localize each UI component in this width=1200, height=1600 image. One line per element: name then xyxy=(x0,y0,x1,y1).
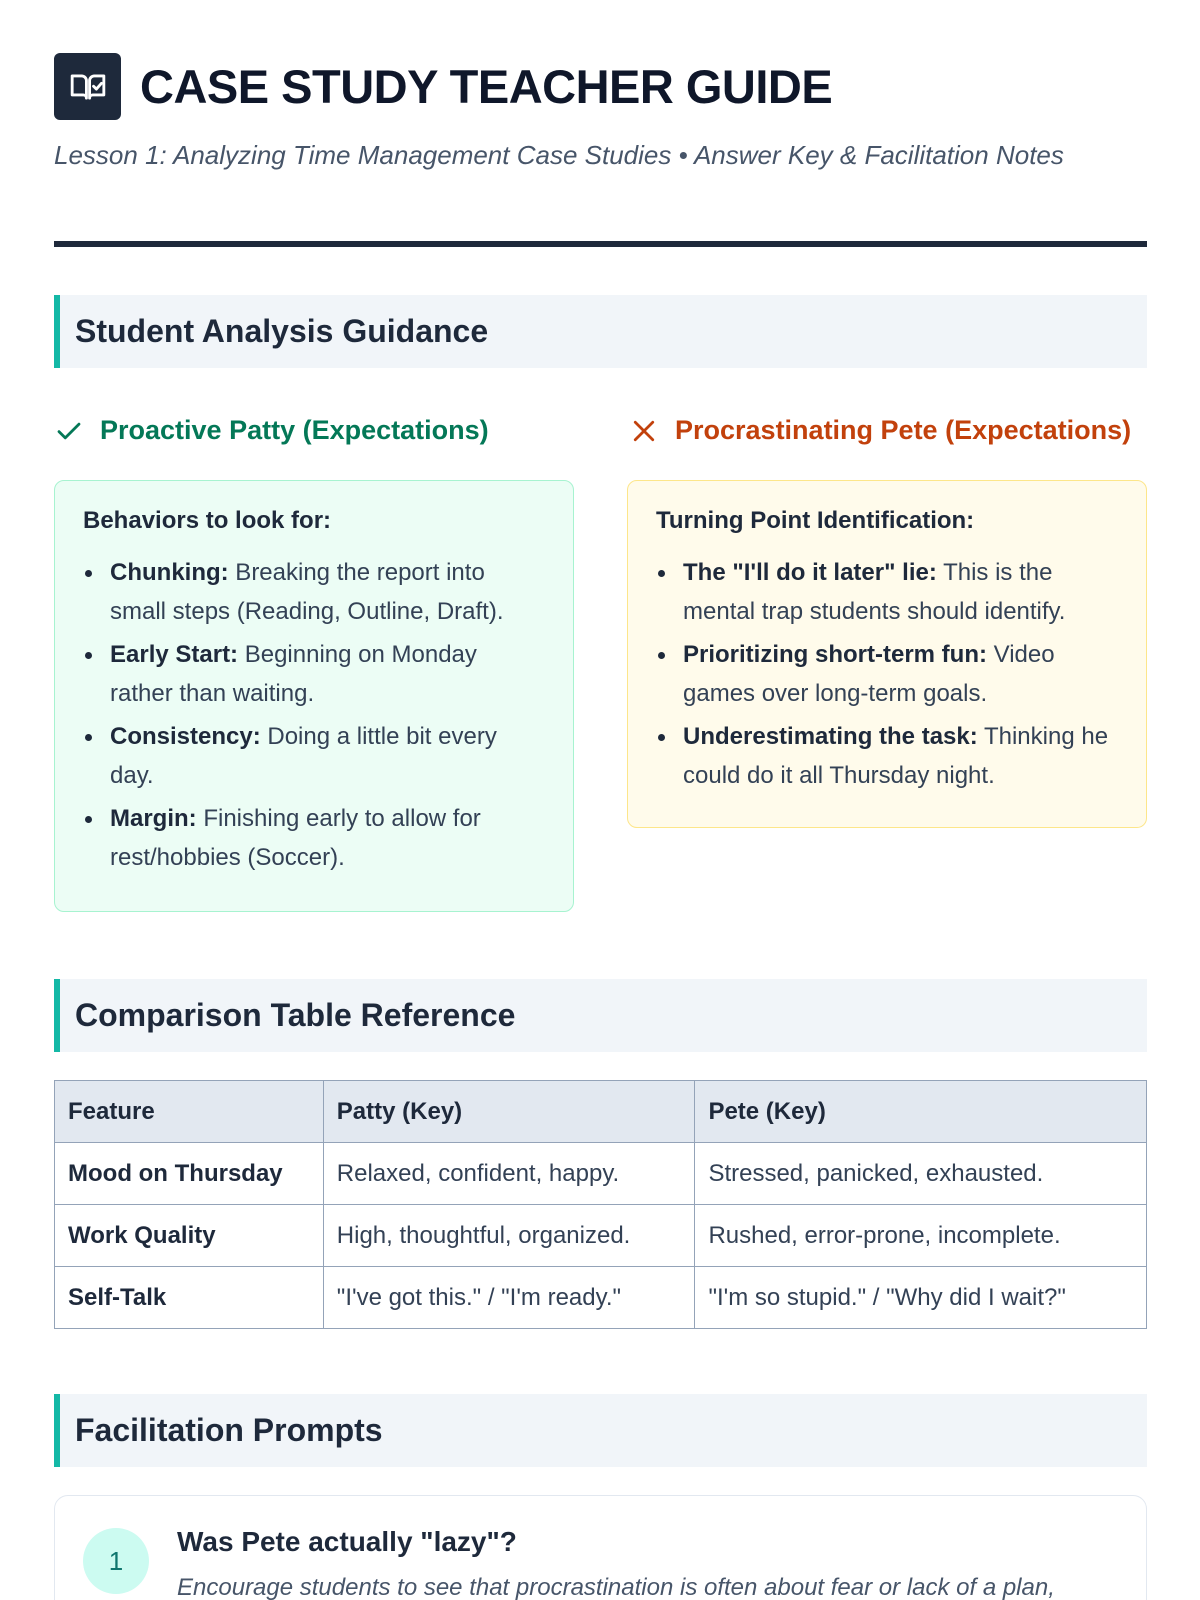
page-subtitle: Lesson 1: Analyzing Time Management Case Studies • Answer Key & Facilitation Notes xyxy=(54,140,1064,170)
pete-title-text: Procrastinating Pete (Expectations) xyxy=(675,415,1132,445)
item-term: Margin: xyxy=(110,805,197,832)
column-header: Feature xyxy=(55,1081,324,1143)
patty-expectations-box xyxy=(54,480,574,912)
page-title: CASE STUDY TEACHER GUIDE xyxy=(140,60,833,113)
list-item xyxy=(656,553,1118,631)
patty-cell: High, thoughtful, organized. xyxy=(323,1205,695,1267)
item-text: Doing a little bit every day. xyxy=(110,723,497,789)
list-item xyxy=(83,717,545,795)
table-row xyxy=(55,1205,1147,1267)
book-check-icon xyxy=(54,53,121,120)
column-header: Patty (Key) xyxy=(323,1081,695,1143)
prompt-note: Encourage students to see that procrastination is often about fear or lack of a plan, xyxy=(177,1574,1055,1600)
pete-cell: Rushed, error-prone, incomplete. xyxy=(695,1205,1147,1267)
item-term: Early Start: xyxy=(110,641,239,668)
item-term: Chunking: xyxy=(110,559,229,586)
patty-behavior-list xyxy=(83,553,545,877)
comparison-table xyxy=(54,1080,1147,1329)
section-header-analysis xyxy=(54,295,1147,368)
list-item xyxy=(83,635,545,713)
pete-expectations-box xyxy=(627,480,1147,828)
patty-column-title xyxy=(54,415,489,446)
table-row xyxy=(55,1143,1147,1205)
item-text: Breaking the report into small steps (Reading, Outline, Draft). xyxy=(110,559,504,625)
column-header: Pete (Key) xyxy=(695,1081,1147,1143)
section-title: Facilitation Prompts xyxy=(75,1412,383,1448)
pete-column-title xyxy=(629,415,1131,446)
x-icon xyxy=(629,416,659,446)
list-item xyxy=(83,553,545,631)
list-item xyxy=(656,635,1118,713)
item-term: Consistency: xyxy=(110,723,261,750)
prompt-question: Was Pete actually "lazy"? xyxy=(177,1526,517,1557)
facilitation-prompt-card xyxy=(54,1495,1147,1600)
check-icon xyxy=(54,416,84,446)
item-term: Underestimating the task: xyxy=(683,723,978,750)
patty-box-heading: Behaviors to look for: xyxy=(83,507,332,534)
item-term: The "I'll do it later" lie: xyxy=(683,559,937,586)
item-text: Video games over long-term goals. xyxy=(683,641,1055,707)
section-title: Student Analysis Guidance xyxy=(75,313,489,349)
title-divider xyxy=(54,241,1147,247)
list-item xyxy=(656,717,1118,795)
feature-cell: Work Quality xyxy=(55,1205,324,1267)
item-text: Finishing early to allow for rest/hobbies (Soccer). xyxy=(110,805,481,871)
pete-cell: "I'm so stupid." / "Why did I wait?" xyxy=(695,1267,1147,1329)
patty-cell: "I've got this." / "I'm ready." xyxy=(323,1267,695,1329)
feature-cell: Self-Talk xyxy=(55,1267,324,1329)
table-row xyxy=(55,1267,1147,1329)
pete-box-heading: Turning Point Identification: xyxy=(656,507,975,534)
table-header-row xyxy=(55,1081,1147,1143)
list-item xyxy=(83,799,545,877)
pete-cell: Stressed, panicked, exhausted. xyxy=(695,1143,1147,1205)
patty-cell: Relaxed, confident, happy. xyxy=(323,1143,695,1205)
section-header-facilitation xyxy=(54,1394,1147,1467)
section-header-comparison xyxy=(54,979,1147,1052)
item-text: Beginning on Monday rather than waiting. xyxy=(110,641,477,707)
patty-title-text: Proactive Patty (Expectations) xyxy=(100,415,489,445)
item-term: Prioritizing short-term fun: xyxy=(683,641,987,668)
pete-turning-point-list xyxy=(656,553,1118,795)
item-text: This is the mental trap students should identify. xyxy=(683,559,1066,625)
feature-cell: Mood on Thursday xyxy=(55,1143,324,1205)
prompt-number-badge: 1 xyxy=(83,1528,149,1594)
item-text: Thinking he could do it all Thursday night. xyxy=(683,723,1109,789)
section-title: Comparison Table Reference xyxy=(75,997,516,1033)
